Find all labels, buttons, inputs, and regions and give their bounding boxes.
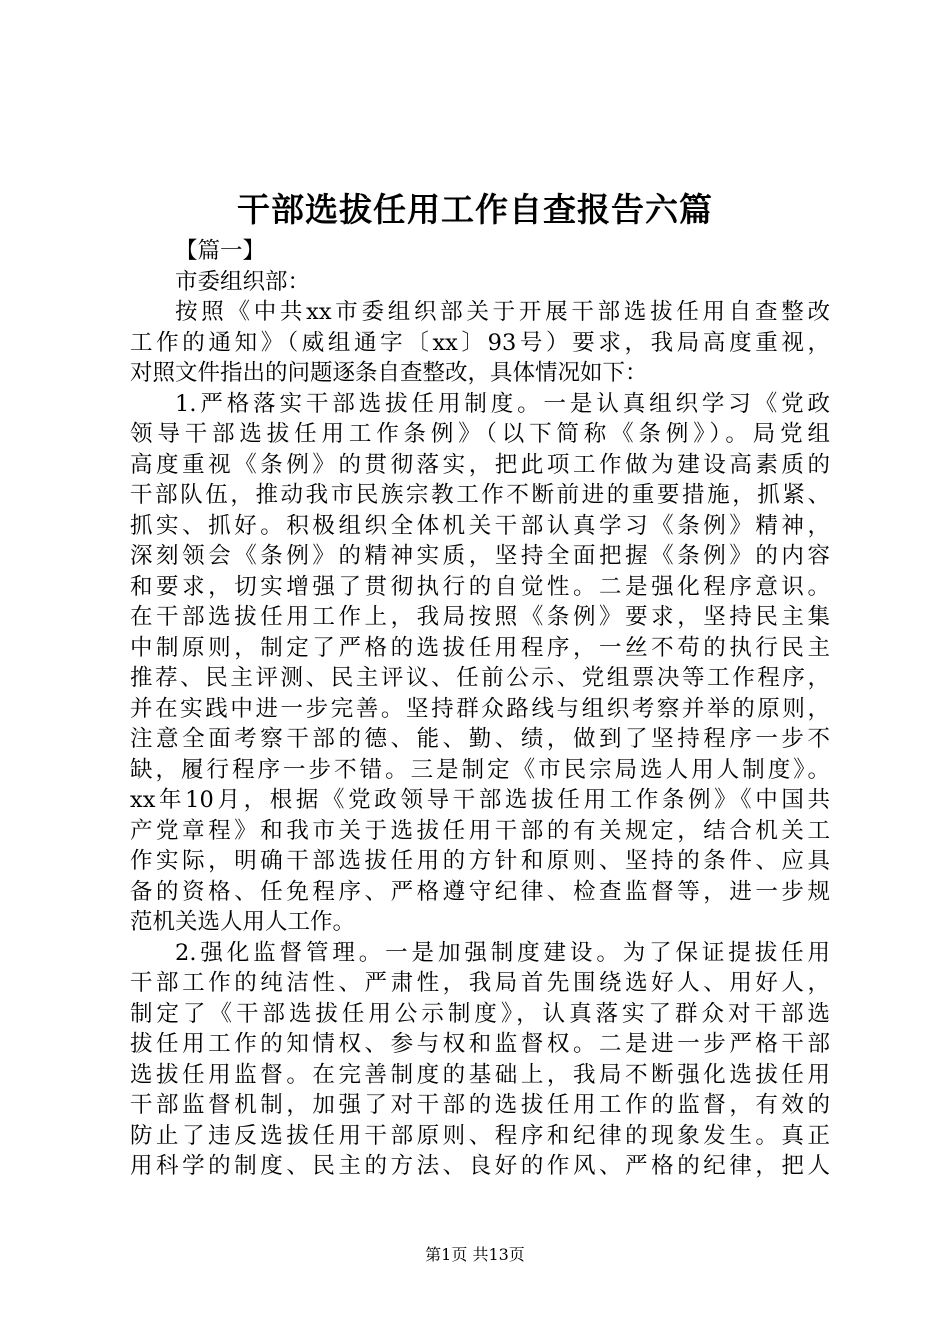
- text-line: 产党章程》和我市关于选拔任用干部的有关规定，结合机关工: [130, 817, 830, 844]
- text-line: 作实际，明确干部选拔任用的方针和原则、坚持的条件、应具: [130, 848, 830, 874]
- text-line: 高度重视《条例》的贯彻落实，把此项工作做为建设高素质的: [130, 451, 830, 478]
- text-line: 缺，履行程序一步不错。三是制定《市民宗局选人用人制度》。: [130, 756, 830, 783]
- text-line: 范机关选人用人工作。: [130, 909, 356, 935]
- text-line: 工作的通知》（威组通字〔xx〕93号）要求，我局高度重视，: [130, 329, 830, 356]
- text-line: 抓实、抓好。积极组织全体机关干部认真学习《条例》精神，: [130, 512, 830, 539]
- text-line: 并在实践中进一步完善。坚持群众路线与组织考察并举的原则，: [130, 695, 830, 722]
- text-line: 2.强化监督管理。一是加强制度建设。为了保证提拔任用: [175, 939, 830, 966]
- text-line: 1.严格落实干部选拔任用制度。一是认真组织学习《党政: [175, 390, 830, 417]
- text-line: 防止了违反选拔任用干部原则、程序和纪律的现象发生。真正: [130, 1122, 830, 1149]
- text-line: 推荐、民主评测、民主评议、任前公示、党组票决等工作程序，: [130, 665, 830, 691]
- text-line: 和要求，切实增强了贯彻执行的自觉性。二是强化程序意识。: [130, 573, 830, 600]
- text-line: 【篇一】: [175, 238, 266, 264]
- text-line: 干部工作的纯洁性、严肃性，我局首先围绕选好人、用好人，: [130, 970, 830, 996]
- text-line: 中制原则，制定了严格的选拔任用程序，一丝不苟的执行民主: [130, 634, 830, 661]
- text-line: 选拔任用监督。在完善制度的基础上，我局不断强化选拔任用: [130, 1061, 830, 1088]
- text-line: 深刻领会《条例》的精神实质，坚持全面把握《条例》的内容: [130, 543, 830, 569]
- text-line: 备的资格、任免程序、严格遵守纪律、检查监督等，进一步规: [130, 878, 830, 905]
- text-line: 对照文件指出的问题逐条自查整改，具体情况如下：: [130, 360, 648, 386]
- document-title: 干部选拔任用工作自查报告六篇: [237, 190, 713, 229]
- text-line: 干部队伍，推动我市民族宗教工作不断前进的重要措施，抓紧、: [130, 482, 830, 508]
- text-line: 制定了《干部选拔任用公示制度》，认真落实了群众对干部选: [130, 1000, 830, 1027]
- text-line: 拔任用工作的知情权、参与权和监督权。二是进一步严格干部: [130, 1031, 830, 1057]
- text-line: 用科学的制度、民主的方法、良好的作风、严格的纪律，把人: [130, 1153, 830, 1179]
- text-line: 在干部选拔任用工作上，我局按照《条例》要求，坚持民主集: [130, 604, 830, 630]
- page-footer: 第1页 共13页: [425, 1245, 525, 1264]
- text-line: xx年10月，根据《党政领导干部选拔任用工作条例》《中国共: [130, 787, 830, 813]
- text-line: 按照《中共xx市委组织部关于开展干部选拔任用自查整改: [175, 299, 830, 325]
- text-line: 领导干部选拔任用工作条例》（以下简称《条例》）。局党组: [130, 421, 830, 447]
- text-line: 注意全面考察干部的德、能、勤、绩，做到了坚持程序一步不: [130, 726, 830, 752]
- document-body: [130, 236, 830, 1182]
- text-line: 干部监督机制，加强了对干部的选拔任用工作的监督，有效的: [130, 1092, 830, 1118]
- text-line: 市委组织部：: [175, 268, 311, 295]
